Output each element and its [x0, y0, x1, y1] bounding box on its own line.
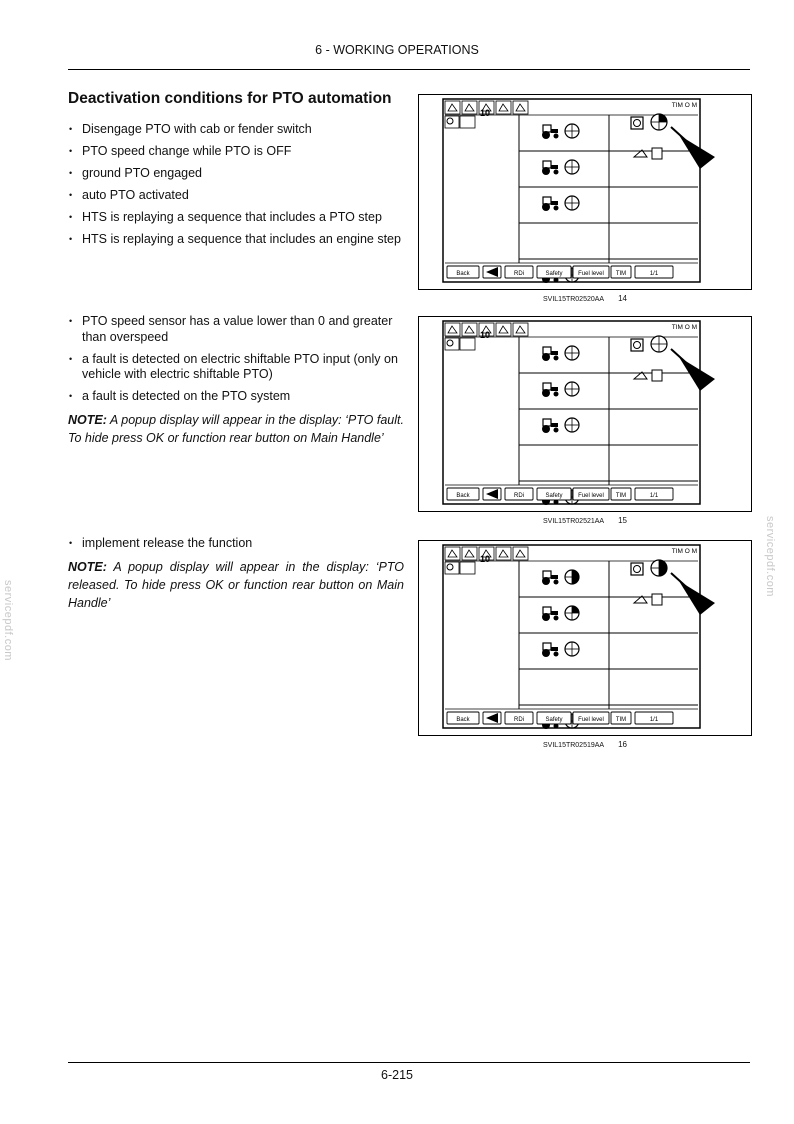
note-pto-fault [68, 411, 404, 447]
note-label: NOTE: [68, 413, 107, 427]
toolbar-number: 10 [480, 330, 491, 340]
tractor-hood [551, 387, 558, 391]
figure-caption [543, 740, 627, 749]
tractor-wheel [554, 616, 559, 621]
toolbar-icon [445, 547, 460, 560]
tractor-wheel [554, 580, 559, 585]
tractor-wheel [542, 167, 550, 175]
bullet-list-3 [68, 536, 404, 558]
softkey-label: Back [456, 717, 470, 723]
toolbar-icon [462, 547, 477, 560]
toolbar-icon [445, 101, 460, 114]
list-item: • auto PTO activated [68, 188, 404, 204]
toolbar-icon [513, 547, 528, 560]
grid-icon [460, 116, 475, 128]
softkey-label: Safety [545, 271, 563, 277]
toolbar-icon [513, 323, 528, 336]
softkey-label: RDi [514, 717, 524, 723]
pto-mode-icon [631, 339, 643, 351]
grid-icon [460, 338, 475, 350]
toolbar-icon [496, 547, 511, 560]
figure-number: 16 [618, 740, 628, 749]
tractor-hood [551, 611, 558, 615]
watermark-left: servicepdf.com [2, 580, 14, 661]
list-item: • a fault is detected on the PTO system [68, 389, 404, 405]
tractor-hood [551, 129, 558, 133]
softkey-label: Fuel level [578, 717, 604, 723]
figure-code: SVIL15TR02520AA [543, 296, 605, 303]
display-screenshot [419, 317, 751, 511]
page-number: 6-215 [381, 1068, 413, 1082]
softkey-label: 1/1 [649, 717, 659, 723]
softkey-label: Safety [545, 493, 563, 499]
softkey-label: Back [456, 493, 470, 499]
figure-caption [543, 294, 627, 303]
toolbar-icon [496, 101, 511, 114]
softkey-label: TIM [615, 717, 627, 723]
tractor-wheel [554, 134, 559, 139]
softkey-label: TIM [615, 271, 627, 277]
figure-code: SVIL15TR02519AA [543, 742, 605, 749]
figure-number: 14 [618, 294, 628, 303]
note-pto-released [68, 558, 404, 612]
running-header: 6 - WORKING OPERATIONS [315, 43, 479, 57]
toolbar-icon [462, 101, 477, 114]
tractor-wheel [554, 652, 559, 657]
tractor-hood [551, 165, 558, 169]
toolbar-icon [462, 323, 477, 336]
bullet-list-2 [68, 314, 404, 411]
softkey-label: Safety [545, 717, 563, 723]
softkey-label: 1/1 [649, 493, 659, 499]
list-item: • PTO speed change while PTO is OFF [68, 144, 404, 160]
note-label: NOTE: [68, 560, 107, 574]
tractor-wheel [542, 649, 550, 657]
softkey-label: Fuel level [578, 493, 604, 499]
toolbar-icon [513, 101, 528, 114]
softkey-label: Back [456, 271, 470, 277]
tractor-wheel [554, 170, 559, 175]
figure-number: 15 [618, 516, 628, 525]
toolbar-number: 10 [480, 108, 491, 118]
figure-15-display [418, 316, 752, 512]
tractor-wheel [554, 392, 559, 397]
softkey-label: RDi [514, 493, 524, 499]
tractor-hood [551, 647, 558, 651]
implement-box-icon [652, 594, 662, 605]
tractor-wheel [542, 131, 550, 139]
display-screenshot [419, 541, 751, 735]
list-item: • PTO speed sensor has a value lower than 0 and greater than overspeed [68, 314, 404, 345]
screen-top-right-label: TIM O M [671, 548, 697, 555]
toolbar-number: 10 [480, 554, 491, 564]
display-screenshot [419, 95, 751, 289]
pto-mode-icon [631, 563, 643, 575]
list-item: • HTS is replaying a sequence that includes an engine step [68, 232, 404, 248]
bullet-list-1 [68, 122, 404, 254]
figure-16-display [418, 540, 752, 736]
footer-rule [68, 1062, 750, 1063]
tractor-wheel [542, 203, 550, 211]
list-item: • a fault is detected on electric shiftable PTO input (only on vehicle with electric shiftable PTO) [68, 352, 404, 383]
grid-icon [460, 562, 475, 574]
figure-14-display [418, 94, 752, 290]
list-item: • ground PTO engaged [68, 166, 404, 182]
list-item: • HTS is replaying a sequence that includes a PTO step [68, 210, 404, 226]
tractor-wheel [542, 353, 550, 361]
note-text: A popup display will appear in the display: ‘PTO released. To hide press OK or function rear button on Main Handle’ [68, 560, 404, 610]
watermark-right: servicepdf.com [764, 516, 776, 597]
header-rule [68, 69, 750, 70]
note-text: A popup display will appear in the display: ‘PTO fault. To hide press OK or function rear button on Main Handle’ [68, 413, 404, 445]
screen-top-right-label: TIM O M [671, 102, 697, 109]
tractor-wheel [554, 206, 559, 211]
implement-box-icon [652, 370, 662, 381]
list-item: • implement release the function [68, 536, 404, 552]
tractor-wheel [554, 428, 559, 433]
tractor-wheel [542, 425, 550, 433]
screen-top-right-label: TIM O M [671, 324, 697, 331]
toolbar-icon [445, 323, 460, 336]
toolbar-icon [496, 323, 511, 336]
tractor-hood [551, 423, 558, 427]
list-item: • Disengage PTO with cab or fender switch [68, 122, 404, 138]
tractor-hood [551, 575, 558, 579]
tractor-wheel [554, 356, 559, 361]
figure-caption [543, 516, 627, 525]
softkey-label: RDi [514, 271, 524, 277]
tractor-wheel [542, 577, 550, 585]
softkey-label: 1/1 [649, 271, 659, 277]
pto-mode-icon [631, 117, 643, 129]
tractor-hood [551, 201, 558, 205]
softkey-label: Fuel level [578, 271, 604, 277]
tractor-wheel [542, 389, 550, 397]
tractor-wheel [542, 613, 550, 621]
implement-box-icon [652, 148, 662, 159]
tractor-hood [551, 351, 558, 355]
figure-code: SVIL15TR02521AA [543, 518, 605, 525]
softkey-label: TIM [615, 493, 627, 499]
section-title: Deactivation conditions for PTO automation [68, 90, 392, 107]
